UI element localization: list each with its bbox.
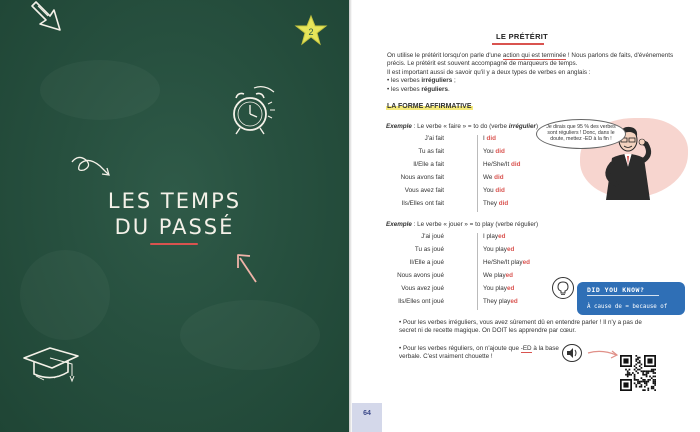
note-regular [399,345,569,362]
conjugation-english [483,135,496,143]
conjugation-english-base: You [483,147,496,155]
conjugation-row [352,233,700,245]
conjugation-french: J'ai fait [424,135,444,142]
bubble-line-3: doute, mettez -ED à la fin ! [550,136,612,143]
qr-code-icon[interactable] [620,355,656,391]
conjugation-english-base: I play [483,233,499,240]
intro-p1-start: On utilise le prétérit lorsqu'on parle d'une [387,52,503,59]
chalkboard-page [0,0,349,432]
conjugation-french: Nous avons joué [397,271,444,279]
conjugation-french: Tu as fait [418,147,444,155]
page-number: 64 [352,403,382,432]
section-title-text: LA FORME AFFIRMATIVE [387,103,472,110]
conjugation-english-base: I [483,135,487,142]
example-1-word: Exemple [386,123,412,130]
conjugation-english-ending: did [486,135,496,142]
conjugation-english-ending: did [498,199,509,207]
conjugation-french: Nous avons fait [400,173,444,181]
example-1-text-a: : Le verbe « faire » = to do (verbe [411,123,509,130]
intro-text [387,52,682,94]
conjugation-english [483,298,518,306]
bullet1-b: irréguliers [421,77,453,85]
conjugation-english-base: He/She/It play [483,258,523,266]
conjugation-english-ending: ed [505,271,513,279]
example-1-text-c: ) [536,123,539,130]
chapter-title-line2: DU PASSÉ [114,215,235,239]
lesson-title-underline [492,43,544,45]
conjugation-english-base: We play [483,271,506,279]
did-you-know-title: DID YOU KNOW? [587,286,645,294]
audio-speaker-icon[interactable] [562,344,582,362]
diagonal-arrow-doodle-icon [232,250,262,286]
bullet2-a: • les verbes [387,85,422,93]
conjugation-english-ending: did [495,186,505,194]
conjugation-english [483,272,513,280]
conjugation-english-ending: ed [522,258,530,266]
conjugation-english-base: You play [483,284,507,292]
conjugation-english [483,285,514,293]
lesson-page [352,0,700,432]
conjugation-separator [477,233,478,310]
intro-paragraph-2: Il est important aussi de savoir qu'il y a deux types de verbes en anglais : [387,68,591,76]
conjugation-french: Il/Elle a fait [413,160,444,168]
conjugation-english-base: He/She/It [483,160,512,168]
bullet2-c: . [448,85,450,93]
chapter-title-line1: LES TEMPS [107,189,242,213]
swirl-arrow-doodle-icon [66,152,116,184]
conjugation-english-ending: ed [510,297,518,305]
conjugation-row [352,200,700,212]
bullet1-c: ; [452,77,456,85]
conjugation-row [352,246,700,258]
chapter-title [0,188,349,240]
example-1-text-b: irrégulier [508,123,536,130]
example-1-label [386,123,538,131]
star-badge-icon [294,14,328,48]
bullet-regular [387,86,682,94]
conjugation-english-base: We [483,173,495,181]
conjugation-english [483,233,505,241]
down-arrow-doodle-icon [28,0,68,36]
conjugation-english-ending: ed [498,233,506,240]
conjugation-english-base: They [483,199,499,207]
conjugation-english-base: You play [483,245,507,253]
intro-p1-link: action qui est terminée [502,52,567,59]
example-2-text: : Le verbe « jouer » = to play (verbe régulier) [411,221,539,228]
note2-c: à la base verbale. C'est vraiment chouette ! [399,345,559,361]
bubble-line-1: Je dirais que 95 % des verbes [546,124,616,130]
lesson-title: LE PRÉTÉRIT [496,32,549,41]
conjugation-english [483,148,505,156]
conjugation-english [483,246,514,254]
conjugation-english-base: They play [483,297,511,305]
conjugation-french: Tu as joué [414,245,444,253]
conjugation-english [483,187,505,195]
conjugation-english-ending: did [494,173,504,181]
note2-b: -ED [520,345,532,352]
conjugation-french: J'ai joué [421,233,444,240]
conjugation-french: Ils/Elles ont joué [398,297,444,305]
note2-a: • Pour les verbes réguliers, on n'ajoute que [399,345,521,352]
conjugation-english-ending: did [511,160,521,168]
conjugation-english [483,259,530,267]
conjugation-row [352,259,700,271]
graduation-cap-icon [20,340,82,384]
conjugation-french: Vous avez fait [404,186,444,194]
speech-bubble [536,119,626,149]
lightbulb-icon [552,277,574,299]
intro-paragraph-1 [387,52,682,69]
conjugation-english-ending: did [495,147,505,155]
conjugation-english-ending: ed [506,284,515,292]
conjugation-english [483,174,504,182]
conjugation-english-ending: ed [506,245,515,253]
arrow-to-qr-icon [586,347,620,361]
section-title [386,103,473,111]
example-2-word: Exemple [386,221,412,228]
did-you-know-text: À cause de = because of [587,304,668,310]
bullet-irregular [387,77,682,85]
bullet2-b: réguliers [421,85,449,93]
conjugation-english [483,200,508,208]
did-you-know-underline [587,295,659,296]
star-badge-label: 2 [308,27,314,37]
conjugation-english-base: You [483,186,496,194]
conjugation-french: Il/Elle a joué [409,258,444,266]
conjugation-separator [477,135,478,212]
bubble-line-2: sont réguliers ! Donc, dans le [547,130,615,137]
conjugation-french: Vous avez joué [401,284,444,292]
alarm-clock-icon [224,82,280,140]
chapter-title-underline [150,243,198,245]
bullet1-a: • les verbes [387,77,422,85]
did-you-know-box [577,282,685,315]
example-2-label [386,221,538,229]
intro-p1-end: ! Nous parlons de faits, d'événements précis. Le prétérit est souvent accompagné de marqueurs de temps. [387,52,674,68]
note-irregular: • Pour les verbes irréguliers, vous avez sûrement dû en entendre parler ! Il n'y a pas de secret ni de recette magique. On DOIT les apprendre par cœur. [399,319,642,335]
conjugation-french: Ils/Elles ont fait [401,199,444,207]
conjugation-english [483,161,520,169]
